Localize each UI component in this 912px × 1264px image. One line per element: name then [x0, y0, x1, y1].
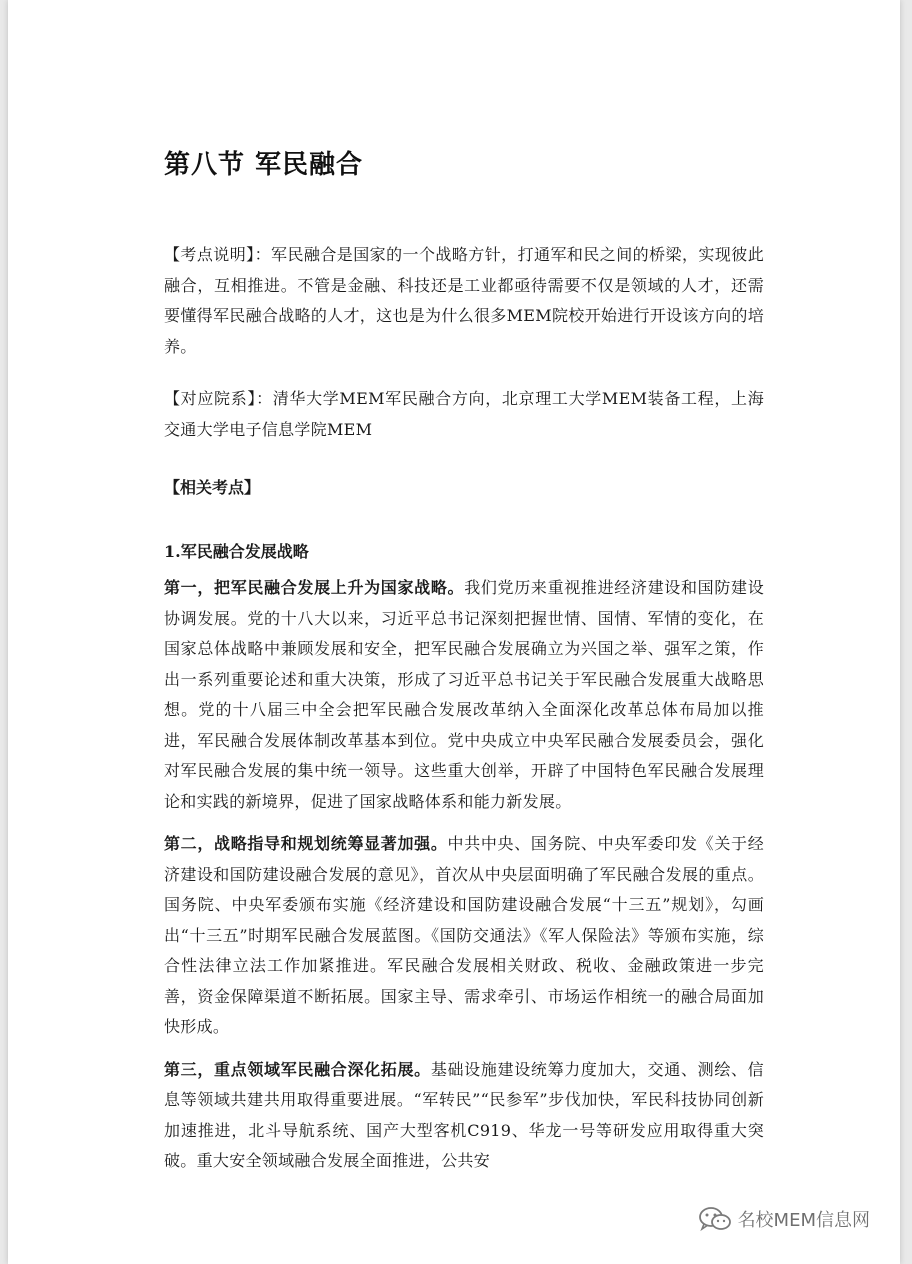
exam-note-label: 【考点说明】: [164, 245, 255, 264]
paragraph-lead: 第二，战略指导和规划统筹显著加强。: [164, 834, 448, 853]
wechat-icon: [698, 1206, 732, 1232]
watermark-text: 名校MEM信息网: [737, 1210, 870, 1231]
paragraph-text: 基础设施建设统筹力度加大，交通、测绘、信息等领域共建共用取得重要进展。“军转民”“民参军”步伐加快，军民科技协同创新加速推进，北斗导航系统、国产大型客机C919、华龙一号等研发应用取得重大突破。重大安全领域融合发展全面推进，公共安: [164, 1059, 764, 1170]
watermark: [698, 1206, 870, 1232]
paragraph-2: [164, 829, 764, 1043]
document-page: [8, 0, 900, 1264]
schools-label: 【对应院系】: [164, 389, 257, 408]
paragraph-3: [164, 1055, 764, 1177]
exam-note-paragraph: [164, 240, 764, 362]
schools-text: ：清华大学MEM军民融合方向，北京理工大学MEM装备工程，上海交通大学电子信息学院MEM: [164, 389, 764, 439]
paragraph-lead: 第一，把军民融合发展上升为国家战略。: [164, 578, 465, 597]
paragraph-1: [164, 573, 764, 817]
schools-paragraph: [164, 384, 764, 445]
paragraph-lead: 第三，重点领域军民融合深化拓展。: [164, 1059, 431, 1079]
exam-note-text: ：军民融合是国家的一个战略方针，打通军和民之间的桥梁，实现彼此融合，互相推进。不管是金融、科技还是工业都亟待需要不仅是领域的人才，还需要懂得军民融合战略的人才，这也是为什么很多MEM院校开始进行开设该方向的培养。: [164, 245, 764, 356]
paragraph-text: 我们党历来重视推进经济建设和国防建设协调发展。党的十八大以来，习近平总书记深刻把握世情、国情、军情的变化，在国家总体战略中兼顾发展和安全，把军民融合发展确立为兴国之举、强军之策，作出一系列重要论述和重大决策，形成了习近平总书记关于军民融合发展重大战略思想。党的十八届三中全会把军民融合发展改革纳入全面深化改革总体布局加以推进，军民融合发展体制改革基本到位。党中央成立中央军民融合发展委员会，强化对军民融合发展的集中统一领导。这些重大创举，开辟了中国特色军民融合发展理论和实践的新境界，促进了国家战略体系和能力新发展。: [164, 578, 764, 811]
page-title: 第八节 军民融合: [164, 150, 364, 180]
document-content: [164, 140, 764, 1189]
related-points-heading: 【相关考点】: [164, 478, 261, 497]
paragraph-text: 中共中央、国务院、中央军委印发《关于经济建设和国防建设融合发展的意见》，首次从中央层面明确了军民融合发展的重点。国务院、中央军委颁布实施《经济建设和国防建设融合发展“十三五”规划》，勾画出“十三五”时期军民融合发展蓝图。《国防交通法》《军人保险法》等颁布实施，综合性法律立法工作加紧推进。军民融合发展相关财政、税收、金融政策进一步完善，资金保障渠道不断拓展。国家主导、需求牵引、市场运作相统一的融合局面加快形成。: [164, 834, 764, 1036]
section-heading: 1.军民融合发展战略: [164, 542, 309, 561]
